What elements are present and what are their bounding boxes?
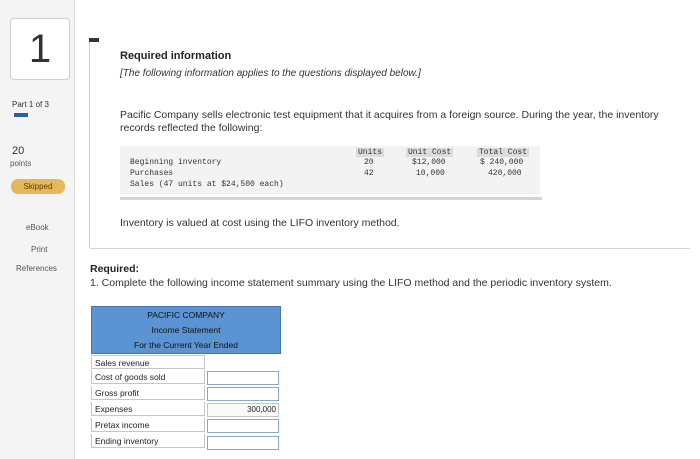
info-subtitle: [The following information applies to the questions displayed below.]	[120, 68, 421, 79]
inventory-rule	[120, 197, 542, 200]
statement-row-label: Expenses	[91, 402, 205, 416]
section-divider	[90, 248, 690, 249]
inventory-row-label: Beginning inventory	[130, 158, 222, 167]
required-label: Required:	[90, 263, 140, 275]
inventory-row-label: Purchases	[130, 169, 174, 178]
method-note: Inventory is valued at cost using the LIFO inventory method.	[120, 217, 400, 229]
inventory-row-total-cost: 420,000	[488, 169, 522, 178]
statement-row-label: Gross profit	[91, 386, 205, 400]
statement-row-label: Ending inventory	[91, 434, 205, 448]
print-link[interactable]: Print	[31, 245, 48, 254]
skipped-badge: Skipped	[11, 179, 65, 194]
inventory-row-unit-cost: $12,000	[412, 158, 446, 167]
inventory-row-units: 42	[364, 169, 374, 178]
inventory-row-total-cost: $ 240,000	[480, 158, 524, 167]
ending-inventory-input[interactable]	[207, 436, 279, 450]
info-title: Required information	[120, 50, 232, 62]
unit-cost-header: Unit Cost	[408, 148, 452, 157]
inventory-row-label: Sales (47 units at $24,500 each)	[130, 180, 284, 189]
total-cost-header: Total Cost	[479, 148, 528, 157]
references-link[interactable]: References	[16, 264, 57, 273]
part-indicator: Part 1 of 3	[12, 100, 49, 109]
inventory-table	[120, 146, 540, 194]
statement-row-label: Pretax income	[91, 418, 205, 432]
ebook-link[interactable]: eBook	[26, 223, 49, 232]
statement-period: For the Current Year Ended	[134, 340, 238, 350]
content-divider	[89, 38, 90, 248]
statement-row-label: Cost of goods sold	[91, 370, 205, 384]
question-number: 1	[10, 18, 70, 80]
inventory-row-units: 20	[364, 158, 374, 167]
points-value: 20	[12, 145, 25, 157]
pretax-income-input[interactable]	[207, 419, 279, 433]
sales-revenue-input[interactable]	[207, 371, 279, 385]
points-label: points	[10, 159, 32, 168]
expenses-value: 300,000	[247, 405, 276, 414]
part-progress-bar	[14, 113, 28, 117]
inventory-row-unit-cost: 10,000	[416, 169, 445, 178]
content-divider-cap	[89, 38, 99, 42]
required-instruction: 1. Complete the following income statement summary using the LIFO method and the periodic inventory system.	[90, 277, 612, 289]
question-sidebar	[0, 0, 75, 459]
statement-header	[91, 306, 281, 354]
info-description: Pacific Company sells electronic test equipment that it acquires from a foreign source. During the year, the inventory records reflected the following:	[120, 109, 659, 134]
statement-company: PACIFIC COMPANY	[147, 310, 225, 320]
statement-title: Income Statement	[151, 325, 221, 335]
statement-row-label: Sales revenue	[91, 355, 205, 369]
cost-of-goods-sold-input[interactable]	[207, 387, 279, 401]
units-header: Units	[358, 148, 383, 157]
